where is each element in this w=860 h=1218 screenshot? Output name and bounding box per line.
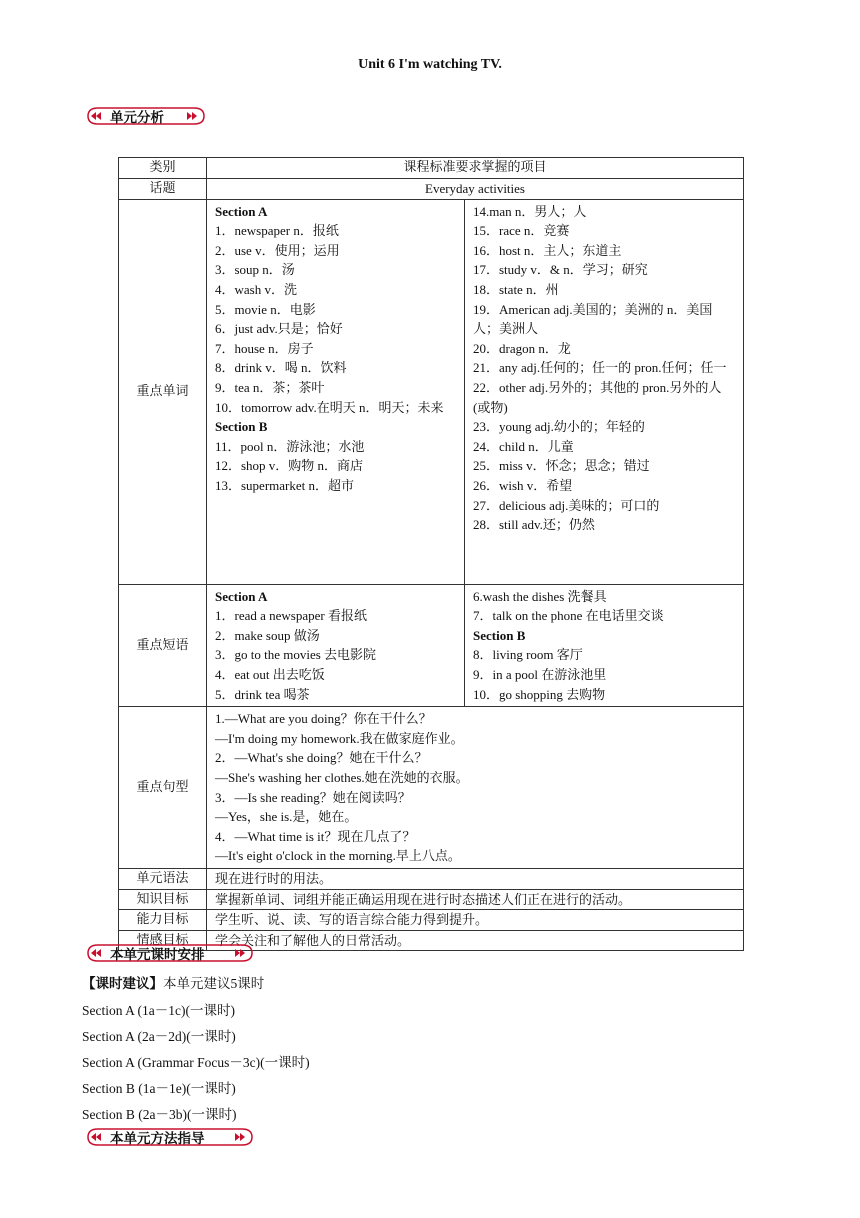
header-category: 类别 <box>119 158 207 179</box>
list-item: 3．go to the movies 去电影院 <box>215 647 377 663</box>
sentences-label: 重点句型 <box>119 707 207 869</box>
emotion-value: 学会关注和了解他人的日常活动。 <box>215 932 411 948</box>
schedule-suggestion <box>82 972 264 992</box>
words-list-right <box>465 200 743 537</box>
sentence-line: 2．—What's she doing？她在干什么？ <box>215 750 428 766</box>
page-title: Unit 6 I'm watching TV. <box>358 57 502 72</box>
list-item: 2．make soup 做汤 <box>215 627 320 643</box>
section-heading: Section A <box>215 203 268 219</box>
list-item: 28．still adv.还；仍然 <box>473 517 595 533</box>
topic-value: Everyday activities <box>207 178 744 199</box>
words-list-left <box>207 200 464 498</box>
list-item: 22．other adj.另外的；其他的 pron.另外的人(或物) <box>473 379 722 415</box>
list-item: 6．just adv.只是；恰好 <box>215 321 343 337</box>
list-item: 2．use v．使用；运用 <box>215 242 340 258</box>
sentence-line: —She's washing her clothes.她在洗她的衣服。 <box>215 769 469 785</box>
unit-analysis-table <box>118 157 744 951</box>
list-item: 25．miss v．怀念；思念；错过 <box>473 458 650 474</box>
list-item: 7．house n．房子 <box>215 340 314 356</box>
section-badge-method <box>82 1125 258 1149</box>
list-item: 1．read a newspaper 看报纸 <box>215 608 367 624</box>
sentence-line: 1.—What are you doing？你在干什么？ <box>215 711 432 727</box>
list-item: 4．wash v．洗 <box>215 281 297 297</box>
words-label: 重点单词 <box>119 199 207 584</box>
header-items: 课程标准要求掌握的项目 <box>207 158 744 179</box>
sentence-line: —Yes，she is.是，她在。 <box>215 809 358 825</box>
list-item: 27．delicious adj.美味的；可口的 <box>473 497 660 513</box>
section-badge-label: 单元分析 <box>110 110 164 126</box>
list-item: 5．movie n．电影 <box>215 301 316 317</box>
topic-label: 话题 <box>119 178 207 199</box>
list-item: 10．go shopping 去购物 <box>473 686 606 702</box>
list-item: 10．tomorrow adv.在明天 n．明天；未来 <box>215 399 444 415</box>
list-item: 3．soup n．汤 <box>215 262 295 278</box>
knowledge-label: 知识目标 <box>119 889 207 910</box>
suggestion-text: 本单元建议5课时 <box>163 976 265 991</box>
list-item: 6.wash the dishes 洗餐具 <box>473 588 607 604</box>
list-item: 14.man n．男人；人 <box>473 203 587 219</box>
list-item: 9．in a pool 在游泳池里 <box>473 666 607 682</box>
list-item: 4．eat out 出去吃饭 <box>215 666 325 682</box>
schedule-item: Section A (1a－1c)(一课时) <box>82 1003 235 1018</box>
list-item: 15．race n．竞赛 <box>473 223 570 239</box>
sentence-line: —I'm doing my homework.我在做家庭作业。 <box>215 730 464 746</box>
list-item: 24．child n．儿童 <box>473 438 574 454</box>
list-item: 26．wish v．希望 <box>473 477 573 493</box>
ability-label: 能力目标 <box>119 910 207 931</box>
list-item: 7．talk on the phone 在电话里交谈 <box>473 608 664 624</box>
list-item: 17．study v．& n．学习；研究 <box>473 262 648 278</box>
section-heading: Section A <box>215 588 268 604</box>
grammar-value: 现在进行时的用法。 <box>215 870 333 886</box>
list-item: 1．newspaper n．报纸 <box>215 223 339 239</box>
knowledge-value: 掌握新单词、词组并能正确运用现在进行时态描述人们正在进行的活动。 <box>215 891 632 907</box>
list-item: 20．dragon n．龙 <box>473 340 571 356</box>
list-item: 12．shop v．购物 n．商店 <box>215 458 364 474</box>
list-item: 13．supermarket n．超市 <box>215 477 355 493</box>
emotion-label: 情感目标 <box>119 930 207 951</box>
phrases-label: 重点短语 <box>119 584 207 707</box>
schedule-item: Section A (Grammar Focus－3c)(一课时) <box>82 1055 310 1070</box>
section-badge-label: 本单元方法指导 <box>110 1131 205 1147</box>
list-item: 11．pool n．游泳池；水池 <box>215 438 365 454</box>
sentence-line: 3．—Is she reading？她在阅读吗？ <box>215 789 411 805</box>
section-heading: Section B <box>473 627 526 643</box>
section-heading: Section B <box>215 419 268 435</box>
phrases-list-right <box>465 585 743 707</box>
section-badge-label: 本单元课时安排 <box>110 947 205 963</box>
schedule-item: Section A (2a－2d)(一课时) <box>82 1029 236 1044</box>
list-item: 23．young adj.幼小的；年轻的 <box>473 419 645 435</box>
list-item: 8．living room 客厅 <box>473 647 583 663</box>
list-item: 8．drink v．喝 n．饮料 <box>215 360 347 376</box>
suggestion-label: 【课时建议】 <box>82 976 163 992</box>
list-item: 5．drink tea 喝茶 <box>215 686 310 702</box>
sentence-line: —It's eight o'clock in the morning.早上八点。 <box>215 848 461 864</box>
ability-value: 学生听、说、读、写的语言综合能力得到提升。 <box>215 912 489 928</box>
list-item: 21．any adj.任何的；任一的 pron.任何；任一 <box>473 360 727 376</box>
schedule-item: Section B (1a－1e)(一课时) <box>82 1081 236 1096</box>
section-badge-analysis <box>82 104 208 128</box>
list-item: 19．American adj.美国的；美洲的 n．美国人；美洲人 <box>473 301 713 337</box>
grammar-label: 单元语法 <box>119 868 207 889</box>
list-item: 9．tea n．茶；茶叶 <box>215 379 325 395</box>
phrases-list-left <box>207 585 464 707</box>
sentences-list <box>207 707 743 868</box>
list-item: 18．state n．州 <box>473 281 559 297</box>
sentence-line: 4．—What time is it？现在几点了？ <box>215 828 416 844</box>
section-badge-schedule <box>82 941 258 965</box>
list-item: 16．host n．主人；东道主 <box>473 242 622 258</box>
schedule-item: Section B (2a－3b)(一课时) <box>82 1107 237 1122</box>
